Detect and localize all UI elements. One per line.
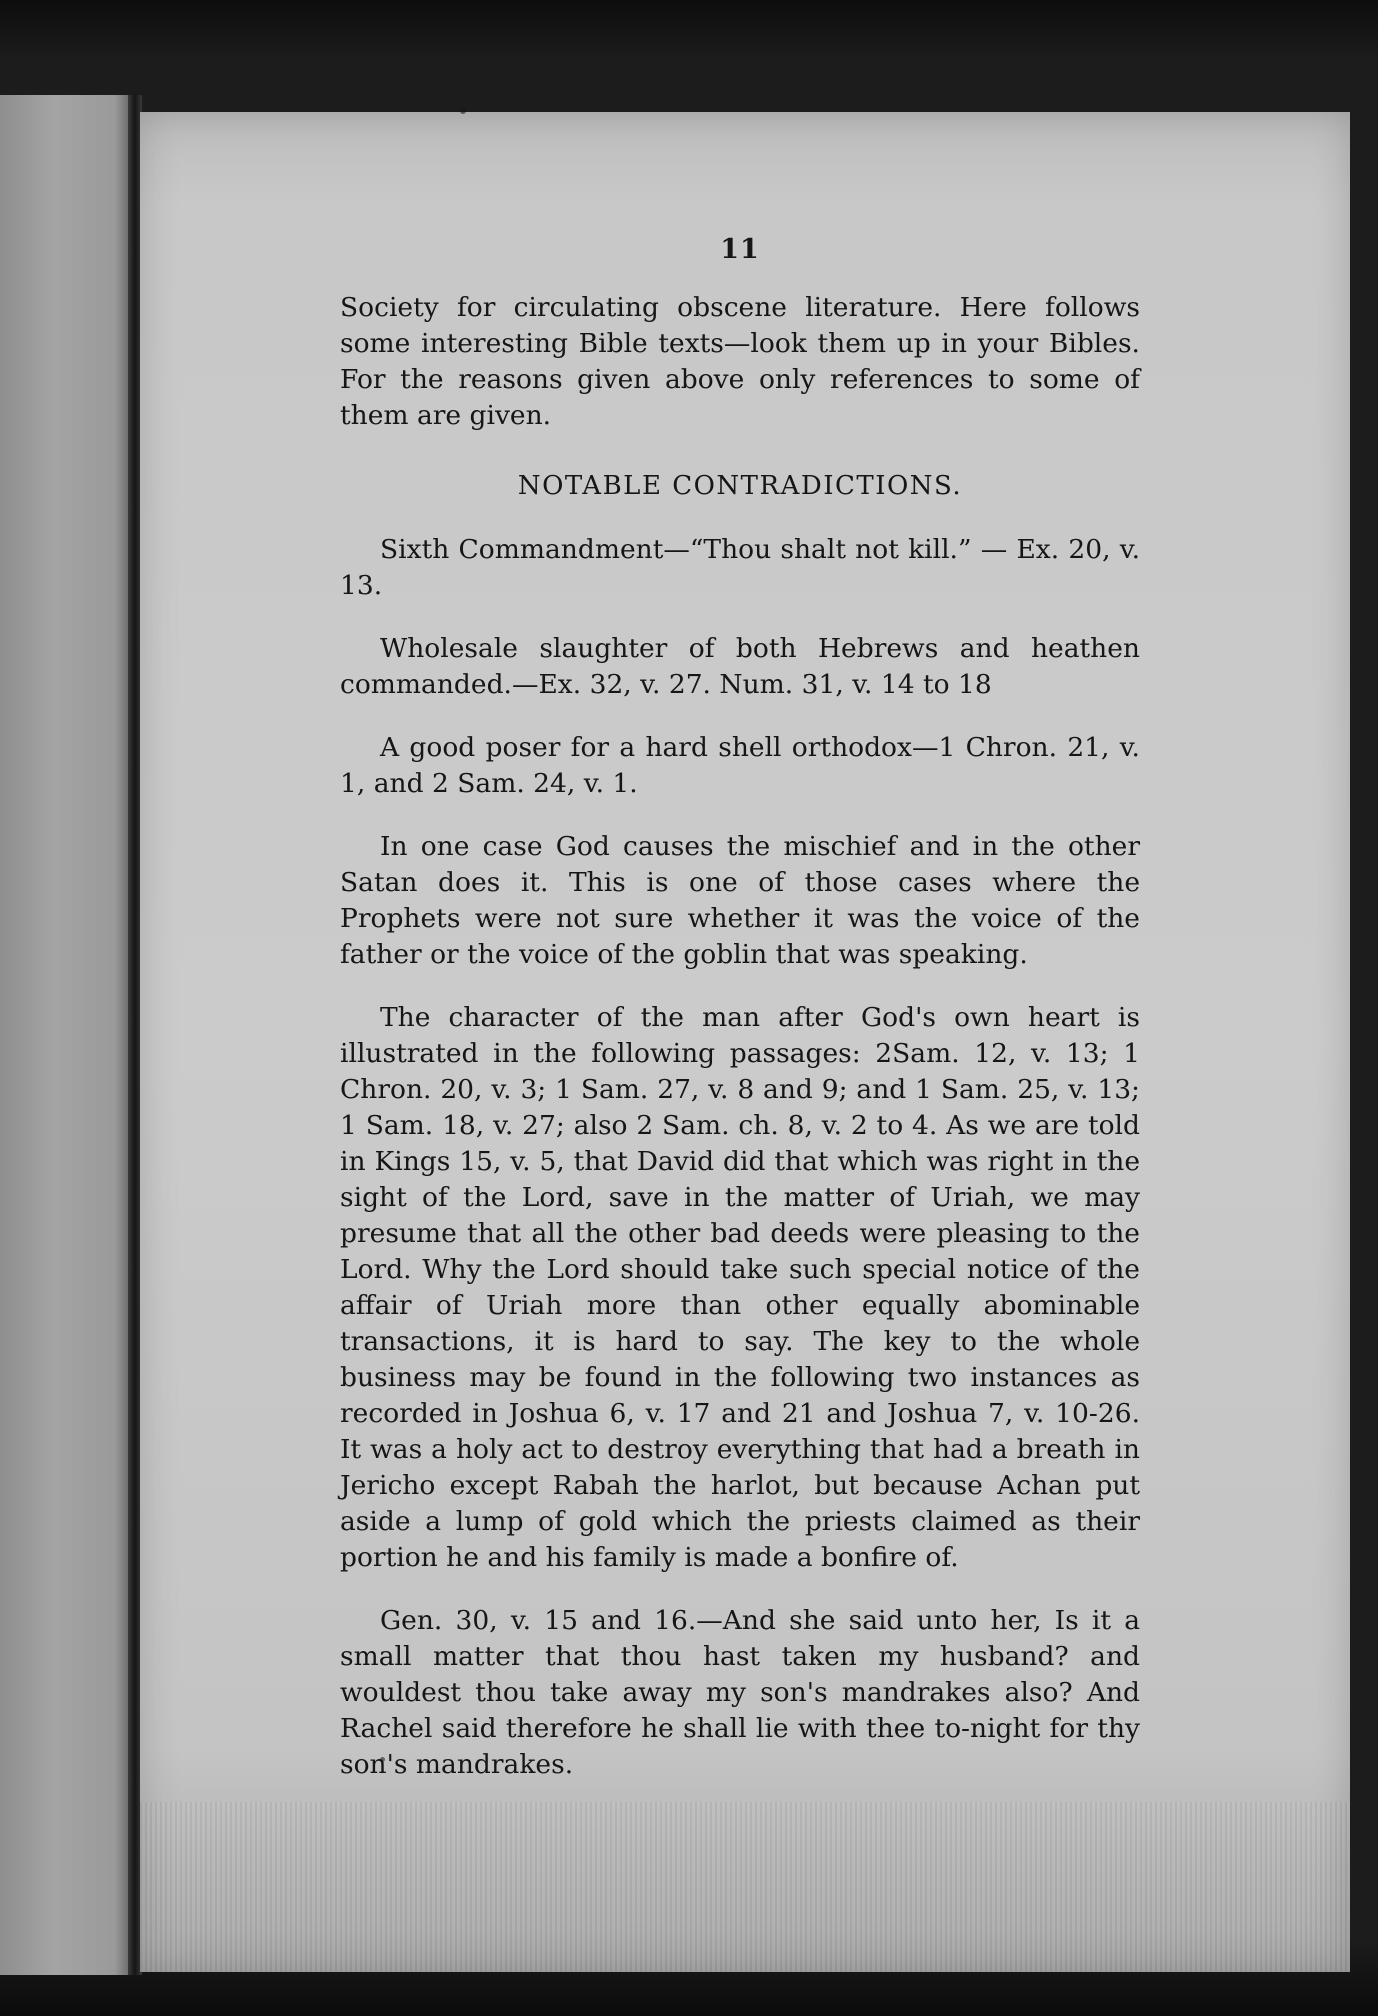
page-number: 11 xyxy=(720,234,760,265)
ink-speck xyxy=(460,108,466,114)
facing-page-edge xyxy=(0,95,135,1975)
section-heading: NOTABLE CONTRADICTIONS. xyxy=(517,471,963,501)
page-texture xyxy=(140,1802,1350,1972)
paragraph: Wholesale slaughter of both Hebrews and heathen commanded.—Ex. 32, v. 27. Num. 31, v. 14 to 18 xyxy=(340,633,1140,700)
paragraph: In one case God causes the mischief and in the other Satan does it. This is one of those cases where the Prophets were not sure whether it was the voice of the father or the voice of the goblin that was speaking. xyxy=(340,831,1140,970)
paragraph: The character of the man after God's own heart is illustrated in the following passages: 2Sam. 12, v. 13; 1 Chron. 20, v. 3; 1 Sam. 27, v. 8 and 9; and 1 Sam. 25, v. 13; 1 Sam. 18, v. 27; also 2 Sam. ch. 8, v. 2 to 4. As we are told in Kings 15, v. 5, that David did that which was right in the sight of the Lord, save in the matter of Uriah, we may presume that all the other bad deeds were pleasing to the Lord. Why the Lord should take such special notice of the affair of Uriah more than other equally abominable transactions, it is hard to say. The key to the whole business may be found in the following two instances as recorded in Joshua 6, v. 17 and 21 and Joshua 7, v. 10-26. It was a holy act to destroy everything that had a breath in Jericho except Rabah the harlot, but because Achan put aside a lump of gold which the priests claimed as their portion he and his family is made a bonfire of. xyxy=(340,1002,1140,1573)
book-page xyxy=(140,112,1350,1972)
paragraph: Society for circulating obscene literature. Here follows some interesting Bible texts—look them up in your Bibles. For the reasons given above only references to some of them are given. xyxy=(340,292,1140,431)
paragraph: A good poser for a hard shell orthodox—1 Chron. 21, v. 1, and 2 Sam. 24, v. 1. xyxy=(340,732,1140,799)
paragraph: Sixth Commandment—“Thou shalt not kill.” — Ex. 20, v. 13. xyxy=(340,534,1140,601)
paragraph: Gen. 30, v. 15 and 16.—And she said unto her, Is it a small matter that thou hast taken my husband? and wouldest thou take away my son's mandrakes also? And Rachel said therefore he shall lie with thee to-night for thy son's mandrakes. xyxy=(340,1605,1140,1780)
page-text xyxy=(340,232,1140,1810)
